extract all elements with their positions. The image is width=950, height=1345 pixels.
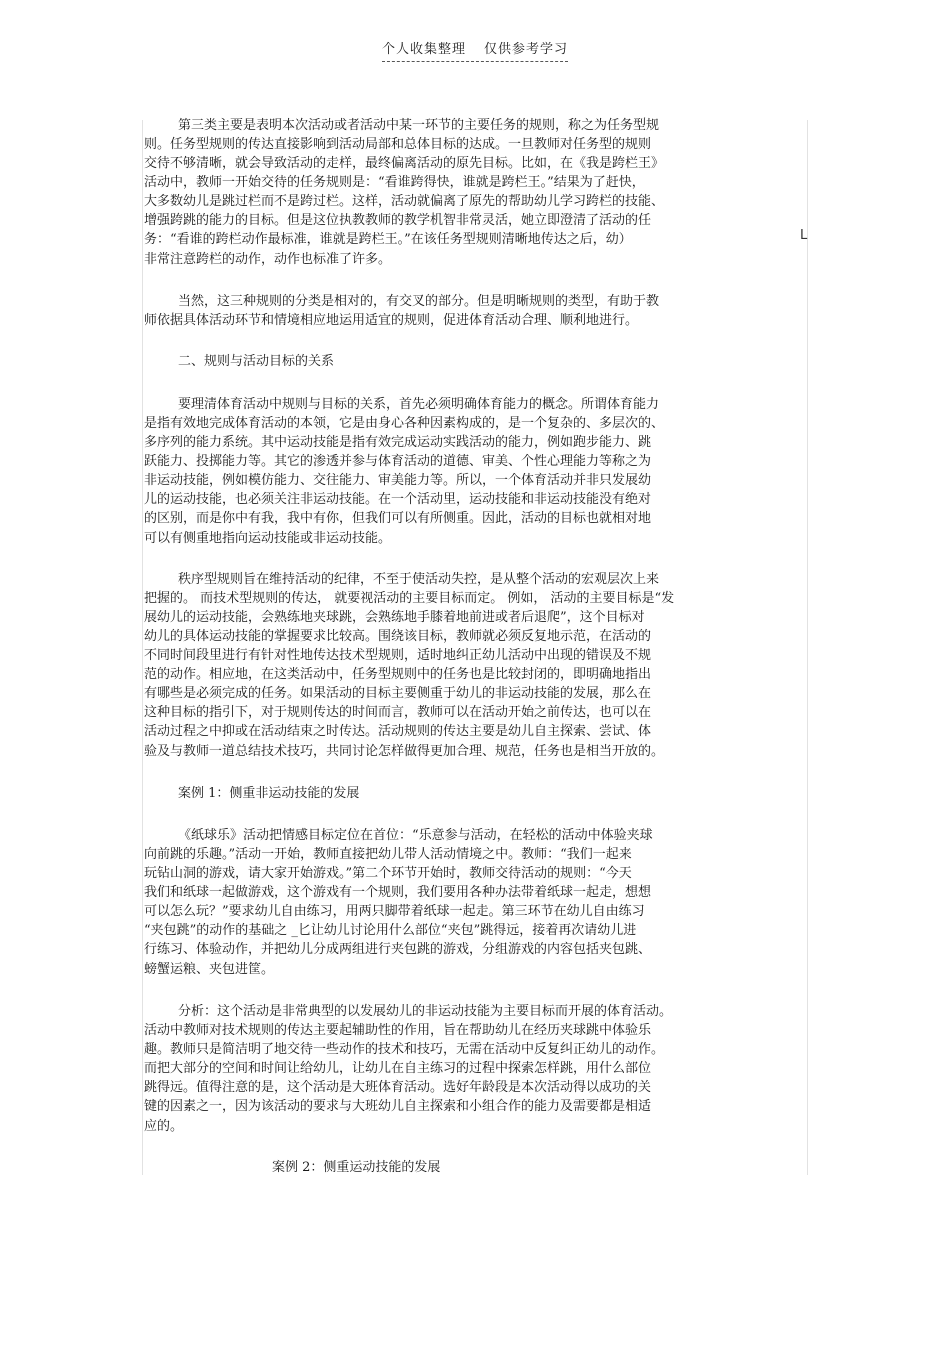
- text-line: 范的动作。相应地，在这类活动中，任务型规则中的任务也是比较封闭的，即明确地指出: [144, 667, 652, 682]
- text-line: 我们和纸球一起做游戏，这个游戏有一个规则，我们要用各种办法带着纸球一起走，想想: [144, 885, 652, 900]
- text-line: 的区别，而是你中有我，我中有你，但我们可以有所侧重。因此，活动的目标也就相对地: [144, 511, 652, 526]
- text-line: 玩钻山洞的游戏，请大家开始游戏。”第二个环节开始时，教师交待活动的规则：“今天: [144, 866, 632, 881]
- header-left-text: 个人收集整理: [382, 42, 467, 57]
- text-line: 验及与教师一道总结技术技巧，共同讨论怎样做得更加合理、规范，任务也是相当开放的。: [144, 744, 665, 759]
- text-line: 是指有效地完成体育活动的本领，它是由身心各种因素构成的，是一个复杂的、多层次的、: [144, 416, 665, 431]
- text-line: 螃蟹运粮、夹包进筐。: [144, 962, 275, 977]
- text-line: 键的因素之一，因为该活动的要求与大班幼儿自主探索和小组合作的能力及需要都是相适: [144, 1099, 652, 1114]
- text-line: 活动中教师对技术规则的传达主要起辅助性的作用，旨在帮助幼儿在经历夹球跳中体验乐: [144, 1023, 652, 1038]
- text-line: 跃能力、投掷能力等。其它的渗透并参与体育活动的道德、审美、个性心理能力等称之为: [144, 454, 652, 469]
- text-line: 把握的。 而技术型规则的传达， 就要视活动的主要目标而定。 例如， 活动的主要目标是“发: [144, 591, 675, 606]
- text-line: 要理清体育活动中规则与目标的关系，首先必须明确体育能力的概念。所谓体育能力: [178, 397, 660, 412]
- text-line: 向前跳的乐趣。”活动一开始，教师直接把幼儿带人活动情境之中。教师：“我们一起来: [144, 847, 632, 862]
- text-line: 趣。教师只是简洁明了地交待一些动作的技术和技巧，无需在活动中反复纠正幼儿的动作。: [144, 1042, 665, 1057]
- text-line: 务：“看谁的跨栏动作最标准，谁就是跨栏王。”在该任务型规则清晰地传达之后，幼）: [144, 232, 632, 247]
- text-line: 《纸球乐》活动把情感目标定位在首位：“乐意参与活动，在轻松的活动中体验夹球: [178, 828, 653, 843]
- header-right-text: 仅供参考学习: [484, 42, 569, 57]
- text-line: 应的。: [144, 1119, 184, 1134]
- text-line: 大多数幼儿是跳过栏而不是跨过栏。这样，活动就偏离了原先的帮助幼儿学习跨栏的技能、: [144, 194, 665, 209]
- text-line: 跳得远。值得注意的是，这个活动是大班体育活动。选好年龄段是本次活动得以成功的关: [144, 1080, 652, 1095]
- text-line: 分析：这个活动是非常典型的以发展幼儿的非运动技能为主要目标而开展的体育活动。: [178, 1004, 673, 1019]
- text-line: 而把大部分的空间和时间让给幼儿，让幼儿在自主练习的过程中探索怎样跳，用什么部位: [144, 1061, 652, 1076]
- text-line: 展幼儿的运动技能，会熟练地夹球跳，会熟练地手膝着地前进或者后退爬”，这个目标对: [144, 610, 645, 625]
- section-heading: 二、规则与活动目标的关系: [178, 354, 335, 369]
- text-line: “夹包跳”的动作的基础之 _匕让幼儿讨论用什么部位“夹包”跳得远，接着再次请幼儿进: [144, 923, 637, 938]
- page-header: [382, 38, 568, 62]
- text-line: 则。任务型规则的传达直接影响到活动局部和总体目标的达成。一旦教师对任务型的规则: [144, 137, 652, 152]
- text-line: 当然，这三种规则的分类是相对的，有交叉的部分。但是明晰规则的类型，有助于教: [178, 294, 660, 309]
- text-line: 活动过程之中抑或在活动结束之时传达。活动规则的传达主要是幼儿自主探索、尝试、体: [144, 724, 652, 739]
- text-line: 活动中，教师一开始交待的任务规则是：“看谁跨得快，谁就是跨栏王。”结果为了赶快，: [144, 175, 645, 190]
- text-line: 不同时间段里进行有针对性地传达技术型规则，适时地纠正幼儿活动中出现的错误及不规: [144, 648, 652, 663]
- margin-mark: L: [800, 228, 808, 243]
- text-line: 儿的运动技能，也必须关注非运动技能。在一个活动里，运动技能和非运动技能没有绝对: [144, 492, 652, 507]
- text-line: 多序列的能力系统。其中运动技能是指有效完成运动实践活动的能力，例如跑步能力、跳: [144, 435, 652, 450]
- text-line: 行练习、体验动作，并把幼儿分成两组进行夹包跳的游戏，分组游戏的内容包括夹包跳、: [144, 942, 652, 957]
- text-line: 师依据具体活动环节和情境相应地运用适宜的规则，促进体育活动合理、顺利地进行。: [144, 313, 639, 328]
- text-line: 可以怎么玩？”要求幼儿自由练习，用两只脚带着纸球一起走。第三环节在幼儿自由练习: [144, 904, 645, 919]
- text-line: 非运动技能，例如模仿能力、交往能力、审美能力等。所以，一个体育活动并非只发展幼: [144, 473, 652, 488]
- text-line: 可以有侧重地指向运动技能或非运动技能。: [144, 531, 392, 546]
- text-line: 非常注意跨栏的动作，动作也标准了许多。: [144, 252, 392, 267]
- text-line: 交待不够清晰，就会导致活动的走样，最终偏离活动的原先目标。比如，在《我是跨栏王》: [144, 156, 665, 171]
- text-line: 秩序型规则旨在维持活动的纪律，不至于使活动失控，是从整个活动的宏观层次上来: [178, 572, 660, 587]
- text-line: 这种目标的指引下，对于规则传达的时间而言，教师可以在活动开始之前传达，也可以在: [144, 705, 652, 720]
- text-line: 有哪些是必须完成的任务。如果活动的目标主要侧重于幼儿的非运动技能的发展，那么在: [144, 686, 652, 701]
- text-line: 幼儿的具体运动技能的掌握要求比较高。围绕该目标，教师就必须反复地示范，在活动的: [144, 629, 652, 644]
- case-heading: 案例 1：侧重非运动技能的发展: [178, 786, 360, 801]
- text-line: 第三类主要是表明本次活动或者活动中某一环节的主要任务的规则，称之为任务型规: [178, 118, 660, 133]
- case-heading: 案例 2：侧重运动技能的发展: [272, 1160, 441, 1175]
- text-line: 增强跨跳的能力的目标。但是这位执教教师的教学机智非常灵活，她立即澄清了活动的任: [144, 213, 652, 228]
